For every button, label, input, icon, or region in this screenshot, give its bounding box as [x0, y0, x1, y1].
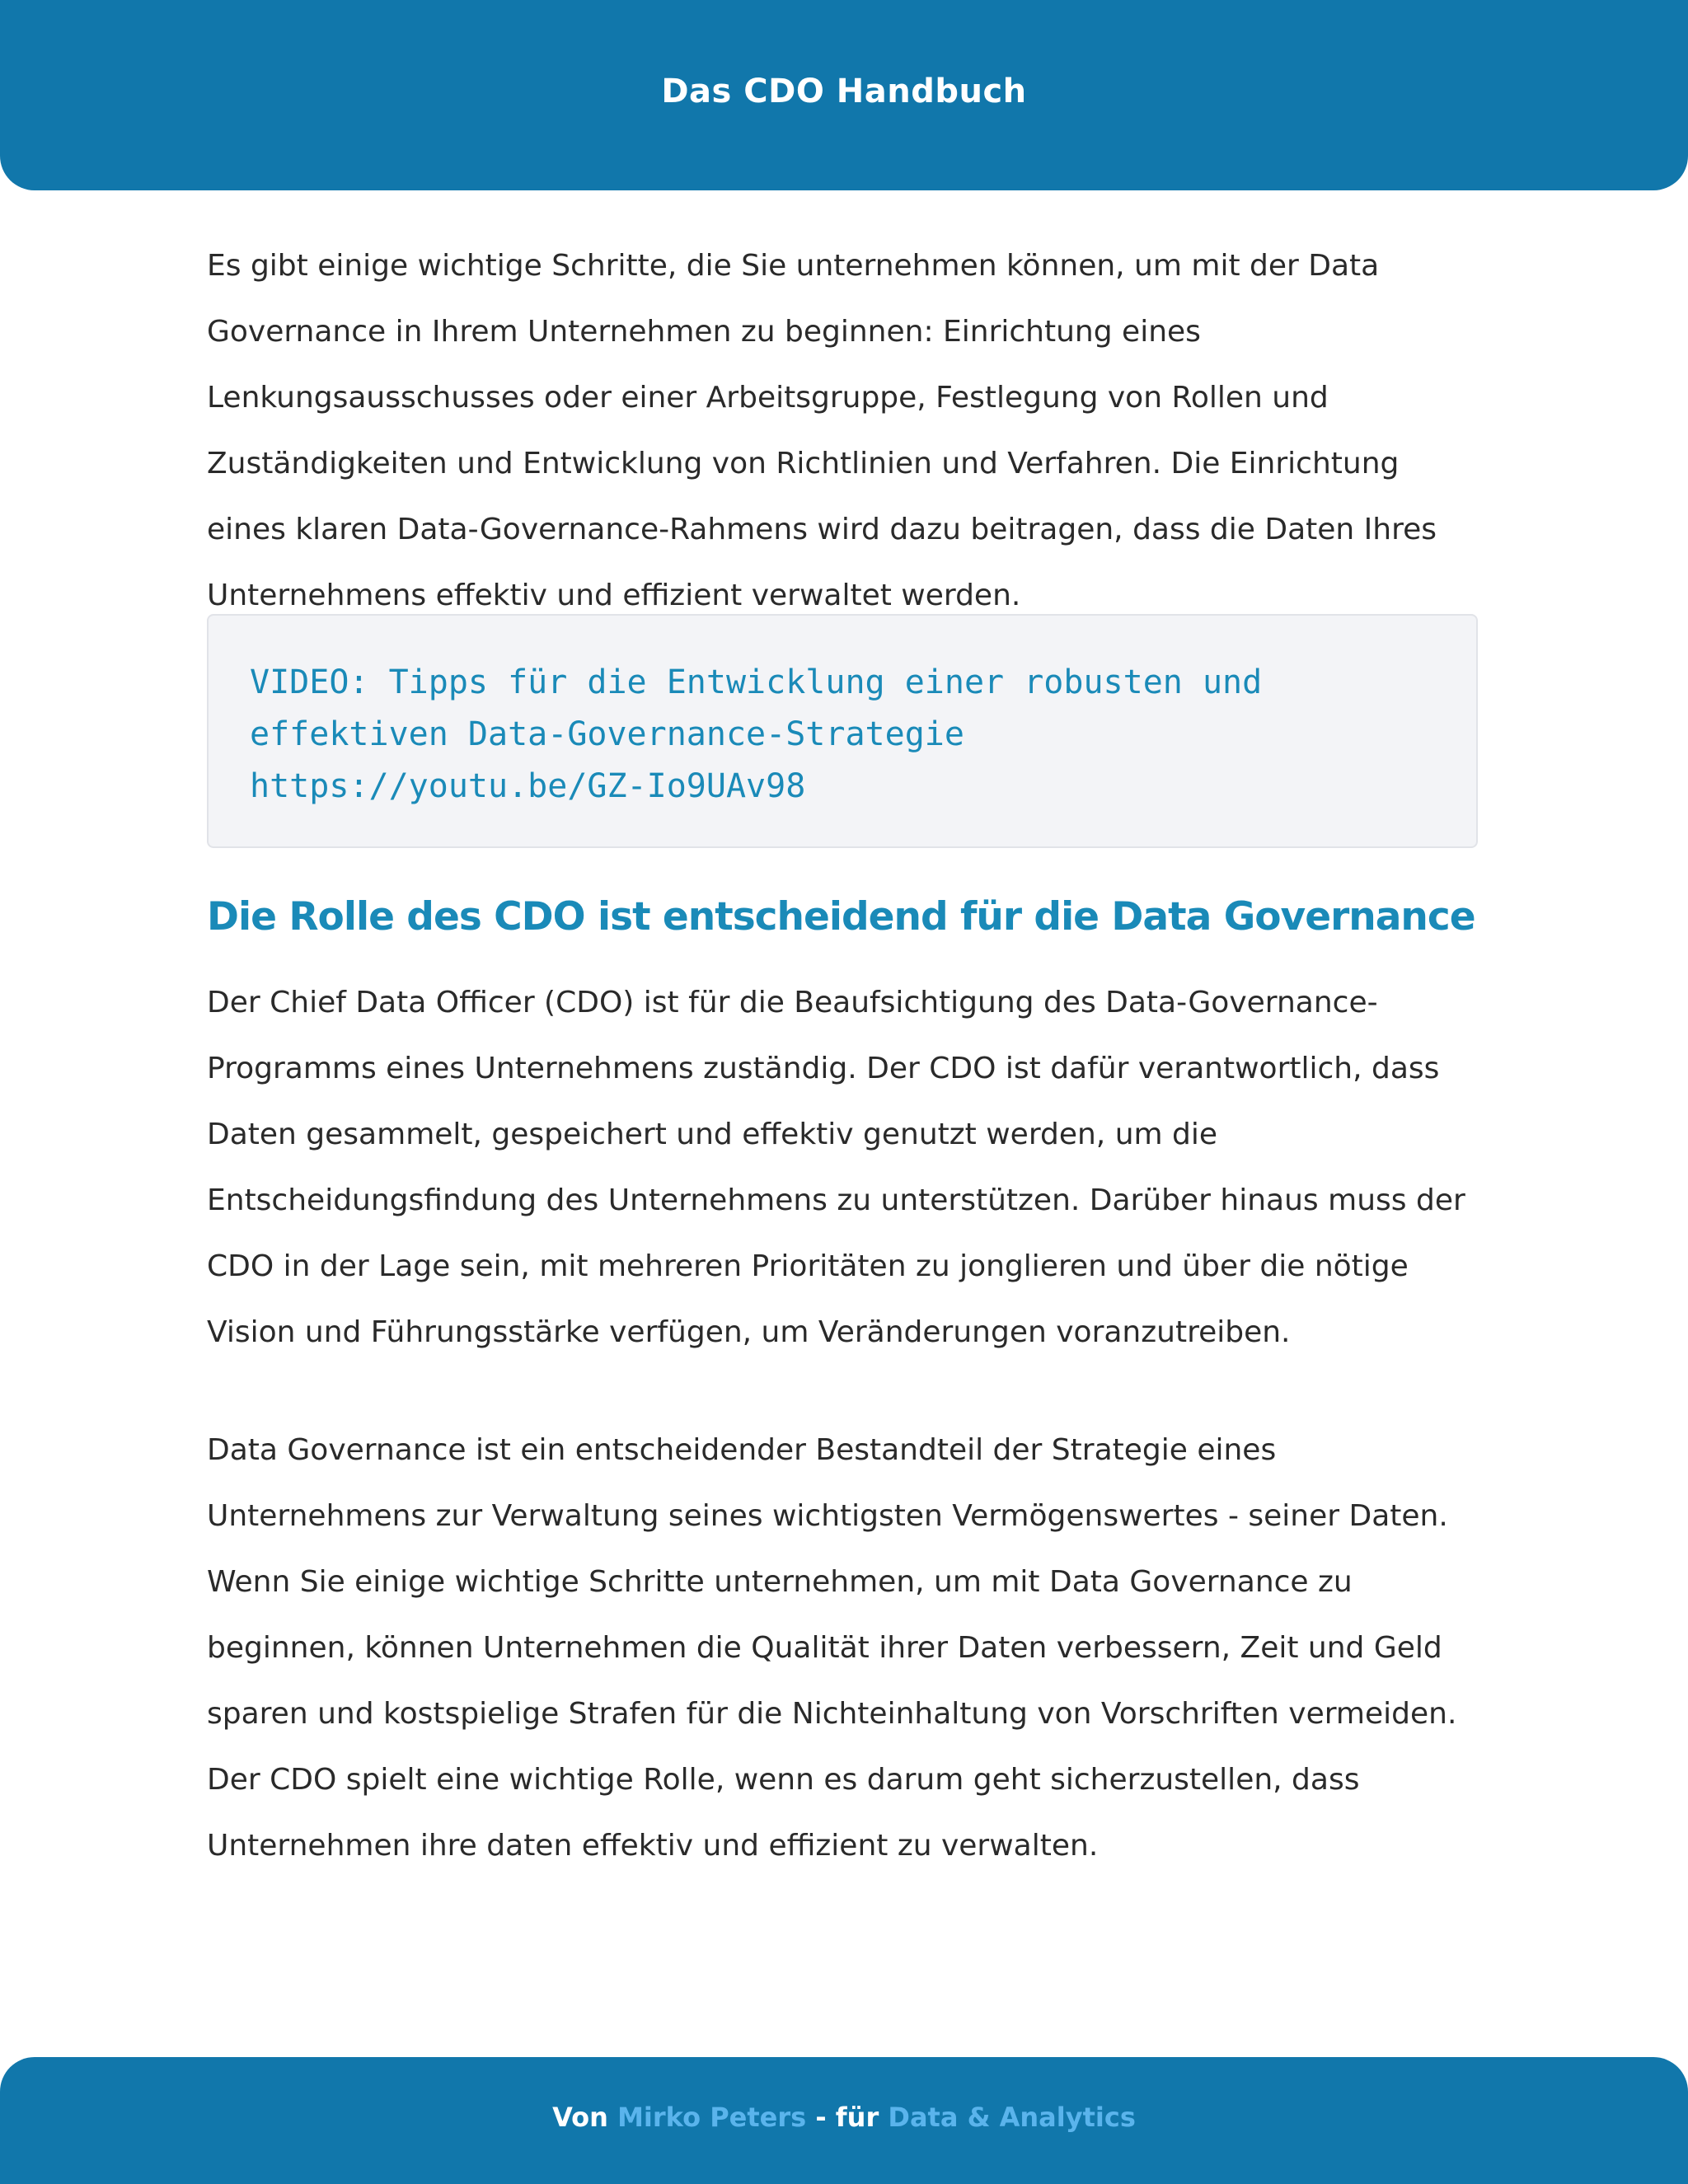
paragraph-intro: Es gibt einige wichtige Schritte, die Sie unternehmen können, um mit der Data Governance in Ihrem Unternehmen zu beginnen: Einrichtung eines Lenkungsausschusses oder einer Arbeitsgruppe, Festlegung von Rollen und Zuständigkeiten und Entwicklung von Richtlinien und Verfahren. Die Einrichtung eines klaren Data-Governance-Rahmens wird dazu beitragen, dass die Daten Ihres Unternehmens effektiv und effizient verwaltet werden. [207, 249, 1437, 612]
section-heading: Die Rolle des CDO ist entscheidend für die Data Governance [207, 894, 1475, 940]
footer-credit [0, 2102, 1688, 2133]
footer-separator: - für [806, 2102, 889, 2133]
paragraph-conclusion: Data Governance ist ein entscheidender Bestandteil der Strategie eines Unternehmens zur Verwaltung seines wichtigsten Vermögenswertes - seiner Daten. Wenn Sie einige wichtige Schritte unternehmen, um mit Data Governance zu beginnen, können Unternehmen die Qualität ihrer Daten verbessern, Zeit und Geld sparen und kostspielige Strafen für die Nichteinhaltung von Vorschriften vermeiden. Der CDO spielt eine wichtige Rolle, wenn es darum geht sicherzustellen, dass Unternehmen ihre daten effektiv und effizient zu verwalten. [207, 1433, 1457, 1863]
video-link[interactable]: https://youtu.be/GZ-Io9UAv98 [250, 767, 806, 805]
author-link[interactable]: Mirko Peters [617, 2102, 807, 2133]
video-callout-text [250, 657, 1420, 813]
video-title: VIDEO: Tipps für die Entwicklung einer robusten und effektiven Data-Governance-Strategie [250, 663, 1263, 753]
page-header [0, 0, 1688, 190]
paragraph-cdo-role: Der Chief Data Officer (CDO) ist für die Beaufsichtigung des Data-Governance-Programms eines Unternehmens zuständig. Der CDO ist dafür verantwortlich, dass Daten gesammelt, gespeichert und effektiv genutzt werden, um die Entscheidungsfindung des Unternehmens zu unterstützen. Darüber hinaus muss der CDO in der Lage sein, mit mehreren Prioritäten zu jonglieren und über die nötige Vision und Führungsstärke verfügen, um Veränderungen voranzutreiben. [207, 986, 1465, 1349]
video-callout [207, 614, 1478, 848]
footer-prefix: Von [552, 2102, 618, 2133]
header-title: Das CDO Handbuch [661, 73, 1027, 110]
page-footer [0, 2057, 1688, 2184]
publication-link[interactable]: Data & Analytics [888, 2102, 1136, 2133]
